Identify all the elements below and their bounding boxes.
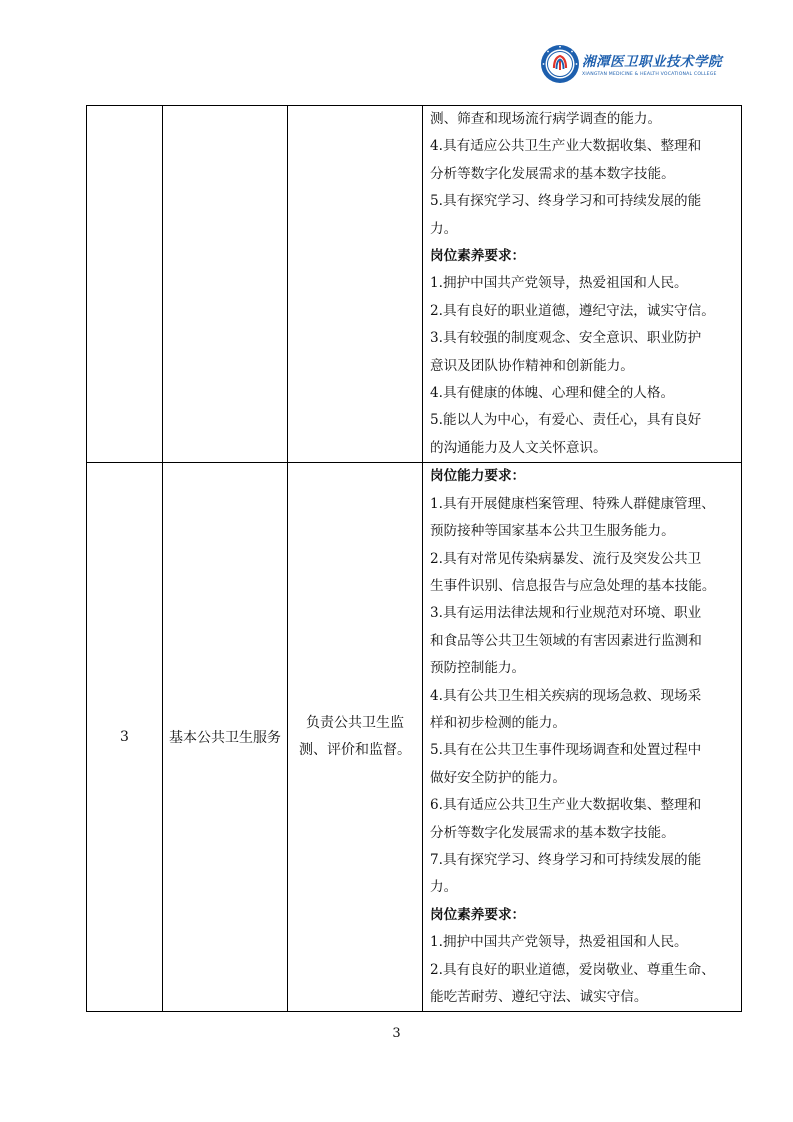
requirement-line: 3.具有较强的制度观念、安全意识、职业防护	[430, 330, 702, 347]
requirement-line: 3.具有运用法律法规和行业规范对环境、职业	[430, 605, 702, 622]
requirement-line: 分析等数字化发展需求的基本数字技能。	[430, 824, 675, 841]
requirement-line: 预防控制能力。	[430, 660, 526, 677]
logo-english-name: XIANGTAN MEDICINE & HEALTH VOCATIONAL COLLEGE	[582, 72, 717, 77]
requirement-heading: 岗位素养要求：	[430, 906, 526, 923]
requirement-line: 力。	[430, 220, 458, 237]
requirement-line: 1.拥护中国共产党领导，热爱祖国和人民。	[430, 934, 688, 951]
table-row	[87, 106, 742, 463]
requirement-line: 的沟通能力及人文关怀意识。	[430, 439, 607, 456]
requirement-line: 6.具有适应公共卫生产业大数据收集、整理和	[430, 797, 702, 814]
requirement-line: 和食品等公共卫生领域的有害因素进行监测和	[430, 632, 702, 649]
table-row	[87, 463, 742, 1012]
post-name-cell	[163, 106, 288, 463]
requirement-line: 分析等数字化发展需求的基本数字技能。	[430, 165, 675, 182]
logo-text	[582, 50, 722, 77]
requirements-cell	[423, 106, 742, 463]
requirement-line: 5.具有探究学习、终身学习和可持续发展的能	[430, 193, 702, 210]
post-name-cell: 基本公共卫生服务	[163, 463, 288, 1012]
requirement-line: 生事件识别、信息报告与应急处理的基本技能。	[430, 577, 716, 594]
work-task-cell	[288, 106, 423, 463]
requirement-line: 能吃苦耐劳、遵纪守法、诚实守信。	[430, 989, 648, 1005]
requirement-line: 样和初步检测的能力。	[430, 714, 566, 731]
requirement-line: 2.具有良好的职业道德，遵纪守法，诚实守信。	[430, 302, 715, 319]
requirement-line: 1.拥护中国共产党领导，热爱祖国和人民。	[430, 275, 688, 292]
requirement-line: 2.具有对常见传染病暴发、流行及突发公共卫	[430, 550, 702, 567]
work-task-line: 测、评价和监督。	[299, 742, 411, 759]
requirements-cell	[423, 463, 742, 1012]
work-task-line: 负责公共卫生监	[306, 715, 404, 732]
requirement-heading: 岗位素养要求：	[430, 248, 526, 265]
requirement-line: 7.具有探究学习、终身学习和可持续发展的能	[430, 851, 702, 868]
requirement-heading: 岗位能力要求：	[430, 468, 526, 485]
requirement-line: 意识及团队协作精神和创新能力。	[430, 357, 634, 374]
requirement-line: 4.具有适应公共卫生产业大数据收集、整理和	[430, 138, 702, 155]
page-number: 3	[392, 1026, 401, 1041]
requirement-line: 测、筛查和现场流行病学调查的能力。	[430, 111, 662, 127]
college-logo	[540, 44, 722, 86]
requirement-line: 预防接种等国家基本公共卫生服务能力。	[430, 523, 675, 540]
job-requirements-table	[86, 105, 742, 1012]
requirement-line: 力。	[430, 879, 458, 896]
requirement-line: 4.具有健康的体魄、心理和健全的人格。	[430, 385, 675, 402]
row-number-cell	[87, 106, 163, 463]
requirement-line: 5.能以人为中心，有爱心、责任心，具有良好	[430, 412, 702, 429]
requirement-line: 2.具有良好的职业道德，爱岗敬业、尊重生命、	[430, 961, 715, 978]
requirement-line: 4.具有公共卫生相关疾病的现场急救、现场采	[430, 687, 702, 704]
requirement-line: 5.具有在公共卫生事件现场调查和处置过程中	[430, 742, 702, 759]
row-number-cell: 3	[87, 463, 163, 1012]
college-seal-icon	[540, 44, 580, 84]
requirement-line: 1.具有开展健康档案管理、特殊人群健康管理、	[430, 495, 715, 512]
logo-chinese-name: 湘潭医卫职业技术学院	[582, 54, 722, 70]
work-task-cell	[288, 463, 423, 1012]
requirement-line: 做好安全防护的能力。	[430, 769, 566, 786]
